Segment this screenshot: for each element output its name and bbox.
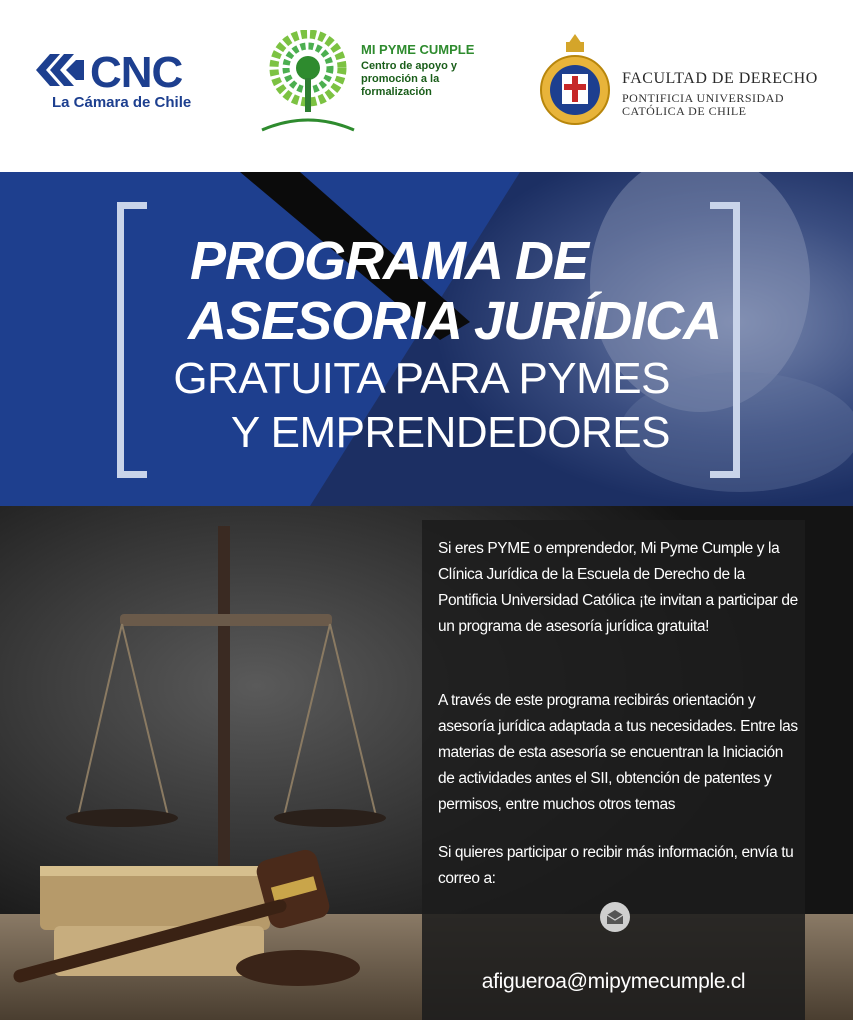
info-section: [0, 506, 853, 1020]
banner-title-line-3: GRATUITA PARA PYMES: [173, 354, 670, 403]
left-bracket: [117, 202, 147, 478]
contact-email-link[interactable]: afigueroa@mipymecumple.cl: [481, 970, 746, 993]
envelope-icon: [600, 902, 630, 932]
uc-university-line-1: PONTIFICIA UNIVERSIDAD: [622, 91, 785, 105]
pyme-tagline-3: formalización: [361, 86, 432, 98]
program-banner: [0, 172, 853, 506]
uc-university-line-2: CATÓLICA DE CHILE: [622, 104, 747, 118]
tree-icon: [258, 30, 358, 132]
info-panel: [422, 520, 805, 1020]
uc-law-logo: [538, 34, 828, 134]
cnc-name: CNC: [90, 48, 183, 97]
contact-instructions: Si quieres participar o recibir más información, envía tu correo a:: [438, 844, 794, 887]
pyme-title: MI PYME CUMPLE: [361, 42, 475, 57]
university-seal-icon: [538, 34, 612, 130]
cnc-chevron-icon: [36, 54, 84, 86]
pyme-tagline-1: Centro de apoyo y: [361, 60, 457, 72]
banner-title-line-4: Y EMPRENDEDORES: [230, 408, 670, 457]
cnc-subtitle: La Cámara de Chile: [52, 94, 192, 111]
program-details-paragraph: A través de este programa recibirás orientación y asesoría jurídica adaptada a tus necesidades. Entre las materias de esta asesoría se encuentran la Iniciación de actividades antes el SII, obtención de patentes y permisos, entre muchos otros temas: [438, 692, 798, 813]
banner-title-line-1: PROGRAMA DE: [190, 231, 589, 291]
mi-pyme-cumple-logo: [258, 30, 508, 135]
logo-header: [0, 0, 853, 172]
uc-faculty-title: FACULTAD DE DERECHO: [622, 70, 818, 87]
cnc-logo: [36, 50, 216, 120]
pyme-tagline-2: promoción a la: [361, 73, 440, 85]
banner-title-line-2: ASESORIA JURÍDICA: [188, 291, 722, 351]
intro-paragraph: Si eres PYME o emprendedor, Mi Pyme Cumple y la Clínica Jurídica de la Escuela de Derecho de la Pontificia Universidad Católica ¡te invitan a participar de un programa de asesoría jurídica gratuita!: [438, 540, 798, 635]
